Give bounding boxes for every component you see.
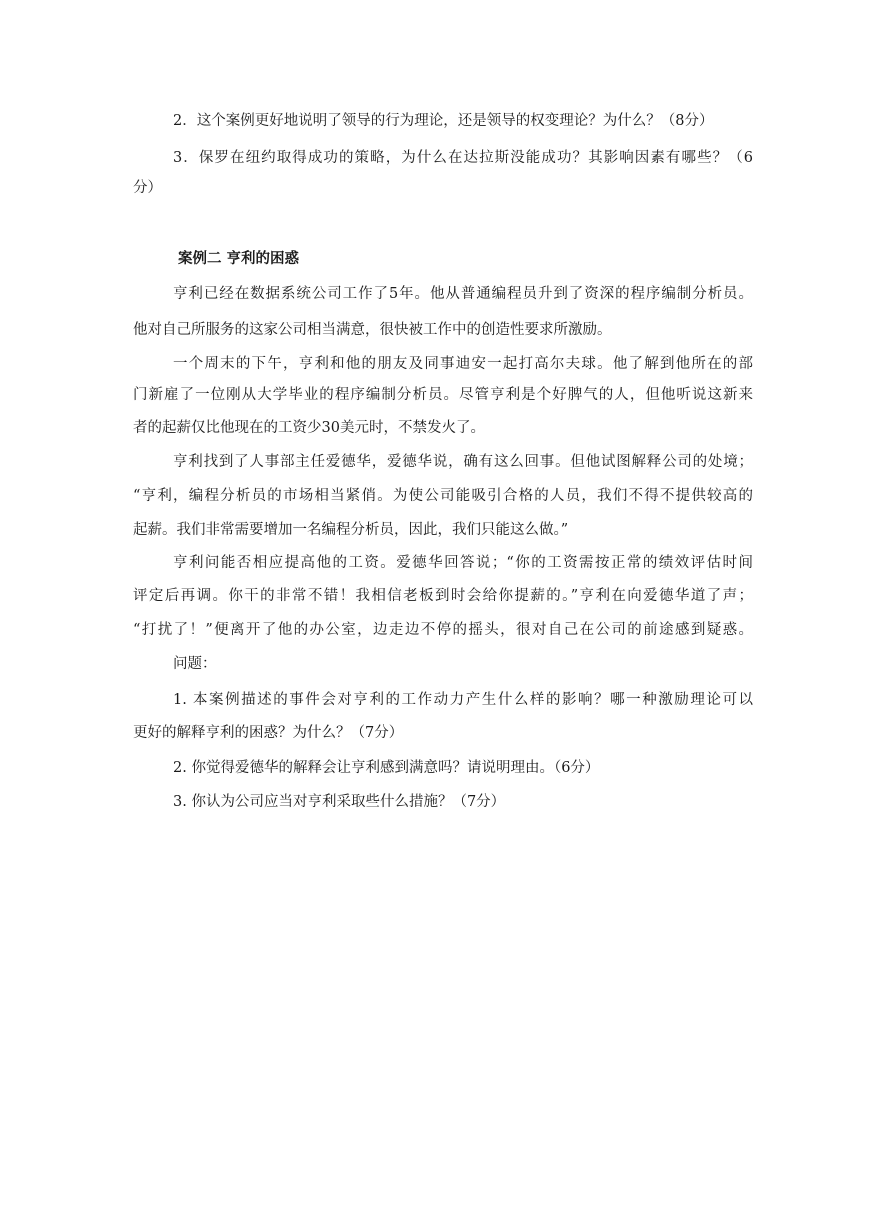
case-2-question-1-line1: 1. 本案例描述的事件会对亨利的工作动力产生什么样的影响？哪一种激励理论可以 [173, 692, 753, 708]
case-2-question-3: 3. 你认为公司应当对亨利采取些什么措施？（7分） [173, 794, 506, 810]
case-2-title: 案例二 亨利的困惑 [178, 251, 300, 267]
paragraph-3-line3: 起薪。我们非常需要增加一名编程分析员，因此，我们只能这么做。” [133, 522, 569, 538]
paragraph-1-line2: 他对自己所服务的这家公司相当满意，很快被工作中的创造性要求所激励。 [133, 322, 612, 338]
paragraph-2-line2: 门新雇了一位刚从大学毕业的程序编制分析员。尽管亨利是个好脾气的人，但他听说这新来 [133, 387, 753, 403]
question-2-text: 2．这个案例更好地说明了领导的行为理论，还是领导的权变理论？为什么？（8分） [173, 113, 714, 129]
paragraph-2-line1: 一个周末的下午，亨利和他的朋友及同事迪安一起打高尔夫球。他了解到他所在的部 [173, 356, 753, 372]
paragraph-4-line2: 评定后再调。你干的非常不错！我相信老板到时会给你提薪的。”亨利在向爱德华道了声； [133, 588, 753, 604]
case-2-question-2: 2. 你觉得爱德华的解释会让亨利感到满意吗？请说明理由。（6分） [173, 760, 600, 776]
case-2-question-1-line2: 更好的解释亨利的困惑？为什么？（7分） [133, 725, 404, 741]
paragraph-4-line3: “打扰了！”便离开了他的办公室，边走边不停的摇头，很对自己在公司的前途感到疑惑。 [133, 622, 753, 638]
question-3-text-line2: 分） [133, 180, 162, 196]
question-3-text-line1: 3．保罗在纽约取得成功的策略，为什么在达拉斯没能成功？其影响因素有哪些？（6 [173, 150, 753, 166]
paragraph-3-line1: 亨利找到了人事部主任爱德华，爱德华说，确有这么回事。但他试图解释公司的处境； [173, 454, 753, 470]
paragraph-2-line3: 者的起薪仅比他现在的工资少30美元时，不禁发火了。 [133, 420, 485, 436]
questions-label: 问题： [173, 656, 217, 672]
paragraph-4-line1: 亨利问能否相应提高他的工资。爱德华回答说；“你的工资需按正常的绩效评估时间 [173, 555, 753, 571]
paragraph-1-line1: 亨利已经在数据系统公司工作了5年。他从普通编程员升到了资深的程序编制分析员。 [173, 286, 753, 302]
paragraph-3-line2: “亨利，编程分析员的市场相当紧俏。为使公司能吸引合格的人员，我们不得不提供较高的 [133, 488, 753, 504]
